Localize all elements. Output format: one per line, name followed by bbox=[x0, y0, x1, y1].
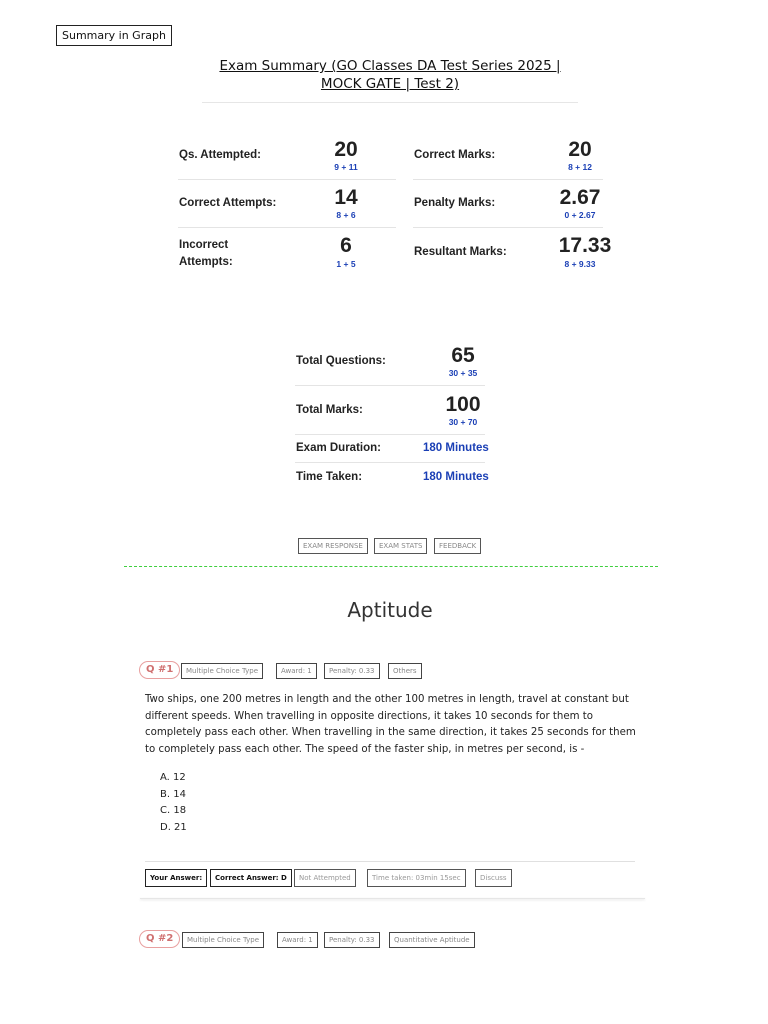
resultant-marks-label: Resultant Marks: bbox=[414, 246, 507, 258]
tab-exam-response[interactable]: EXAM RESPONSE bbox=[298, 538, 368, 554]
total-questions-label: Total Questions: bbox=[296, 355, 386, 367]
total-questions-breakdown: 30 + 35 bbox=[448, 368, 478, 378]
correct-attempts-value: 14 bbox=[334, 186, 358, 209]
divider bbox=[178, 227, 396, 228]
attempt-status-badge: Not Attempted bbox=[294, 869, 356, 887]
option-b: B. 14 bbox=[160, 788, 186, 800]
topic-tag: Others bbox=[388, 663, 422, 679]
incorrect-attempts-value: 6 bbox=[340, 234, 352, 257]
incorrect-attempts-label: Incorrect Attempts: bbox=[179, 239, 233, 268]
question-number-badge: Q #1 bbox=[139, 661, 180, 679]
option-a: A. 12 bbox=[160, 772, 186, 783]
question-text: Two ships, one 200 metres in length and the other 100 metres in length, travel at constant but different speeds. When travelling in opposite directions, it takes 10 seconds for them to completely pass each other. When travelling in the same direction, it takes 25 seconds for them to completely pass each other. The speed of the faster ship, in metres per second, is - bbox=[145, 694, 636, 755]
time-taken-value: 180 Minutes bbox=[423, 471, 489, 483]
page-title: Exam Summary (GO Classes DA Test Series 2025 | MOCK GATE | Test 2) bbox=[219, 58, 561, 92]
penalty-marks-label: Penalty Marks: bbox=[414, 197, 496, 209]
section-title: Aptitude bbox=[347, 598, 433, 622]
discuss-button[interactable]: Discuss bbox=[475, 869, 512, 887]
topic-tag: Quantitative Aptitude bbox=[389, 932, 475, 948]
resultant-marks-breakdown: 8 + 9.33 bbox=[564, 259, 596, 269]
option-c: C. 18 bbox=[160, 805, 187, 817]
attempted-breakdown: 9 + 11 bbox=[334, 162, 358, 172]
award-tag: Award: 1 bbox=[276, 663, 317, 679]
exam-duration-value: 180 Minutes bbox=[423, 442, 489, 454]
question-number-badge: Q #2 bbox=[139, 930, 180, 948]
correct-attempts-label: Correct Attempts: bbox=[179, 197, 277, 209]
incorrect-attempts-breakdown: 1 + 5 bbox=[336, 259, 356, 269]
award-tag: Award: 1 bbox=[277, 932, 318, 948]
divider bbox=[178, 179, 396, 180]
correct-marks-value: 20 bbox=[568, 138, 592, 161]
attempted-value: 20 bbox=[334, 138, 358, 161]
divider bbox=[413, 179, 603, 180]
total-questions-value: 65 bbox=[451, 344, 475, 367]
summary-in-graph-button[interactable]: Summary in Graph bbox=[56, 25, 172, 46]
time-taken-label: Time Taken: bbox=[296, 471, 363, 483]
options-list bbox=[160, 770, 187, 836]
divider bbox=[413, 227, 603, 228]
option-d: D. 21 bbox=[160, 821, 187, 833]
total-marks-value: 100 bbox=[445, 393, 481, 416]
question-type-tag: Multiple Choice Type bbox=[182, 932, 264, 948]
section-divider bbox=[124, 566, 658, 567]
correct-answer-badge: Correct Answer: D bbox=[210, 869, 292, 887]
divider bbox=[295, 385, 485, 386]
divider bbox=[145, 861, 635, 862]
correct-marks-breakdown: 8 + 12 bbox=[568, 162, 592, 172]
total-marks-label: Total Marks: bbox=[296, 404, 363, 416]
penalty-tag: Penalty: 0.33 bbox=[324, 932, 380, 948]
tab-exam-stats[interactable]: EXAM STATS bbox=[374, 538, 427, 554]
resultant-marks-value: 17.33 bbox=[558, 234, 612, 257]
time-taken-badge: Time taken: 03min 15sec bbox=[367, 869, 466, 887]
divider bbox=[295, 434, 485, 435]
your-answer-badge: Your Answer: bbox=[145, 869, 207, 887]
question-card-border bbox=[140, 898, 645, 899]
total-marks-breakdown: 30 + 70 bbox=[448, 417, 478, 427]
exam-duration-label: Exam Duration: bbox=[296, 442, 381, 454]
correct-attempts-breakdown: 8 + 6 bbox=[336, 210, 356, 220]
attempted-label: Qs. Attempted: bbox=[179, 149, 261, 161]
penalty-marks-value: 2.67 bbox=[559, 186, 601, 209]
divider bbox=[295, 462, 485, 463]
tab-feedback[interactable]: FEEDBACK bbox=[434, 538, 481, 554]
divider bbox=[202, 102, 578, 103]
penalty-marks-breakdown: 0 + 2.67 bbox=[564, 210, 596, 220]
question-type-tag: Multiple Choice Type bbox=[181, 663, 263, 679]
penalty-tag: Penalty: 0.33 bbox=[324, 663, 380, 679]
correct-marks-label: Correct Marks: bbox=[414, 149, 496, 161]
